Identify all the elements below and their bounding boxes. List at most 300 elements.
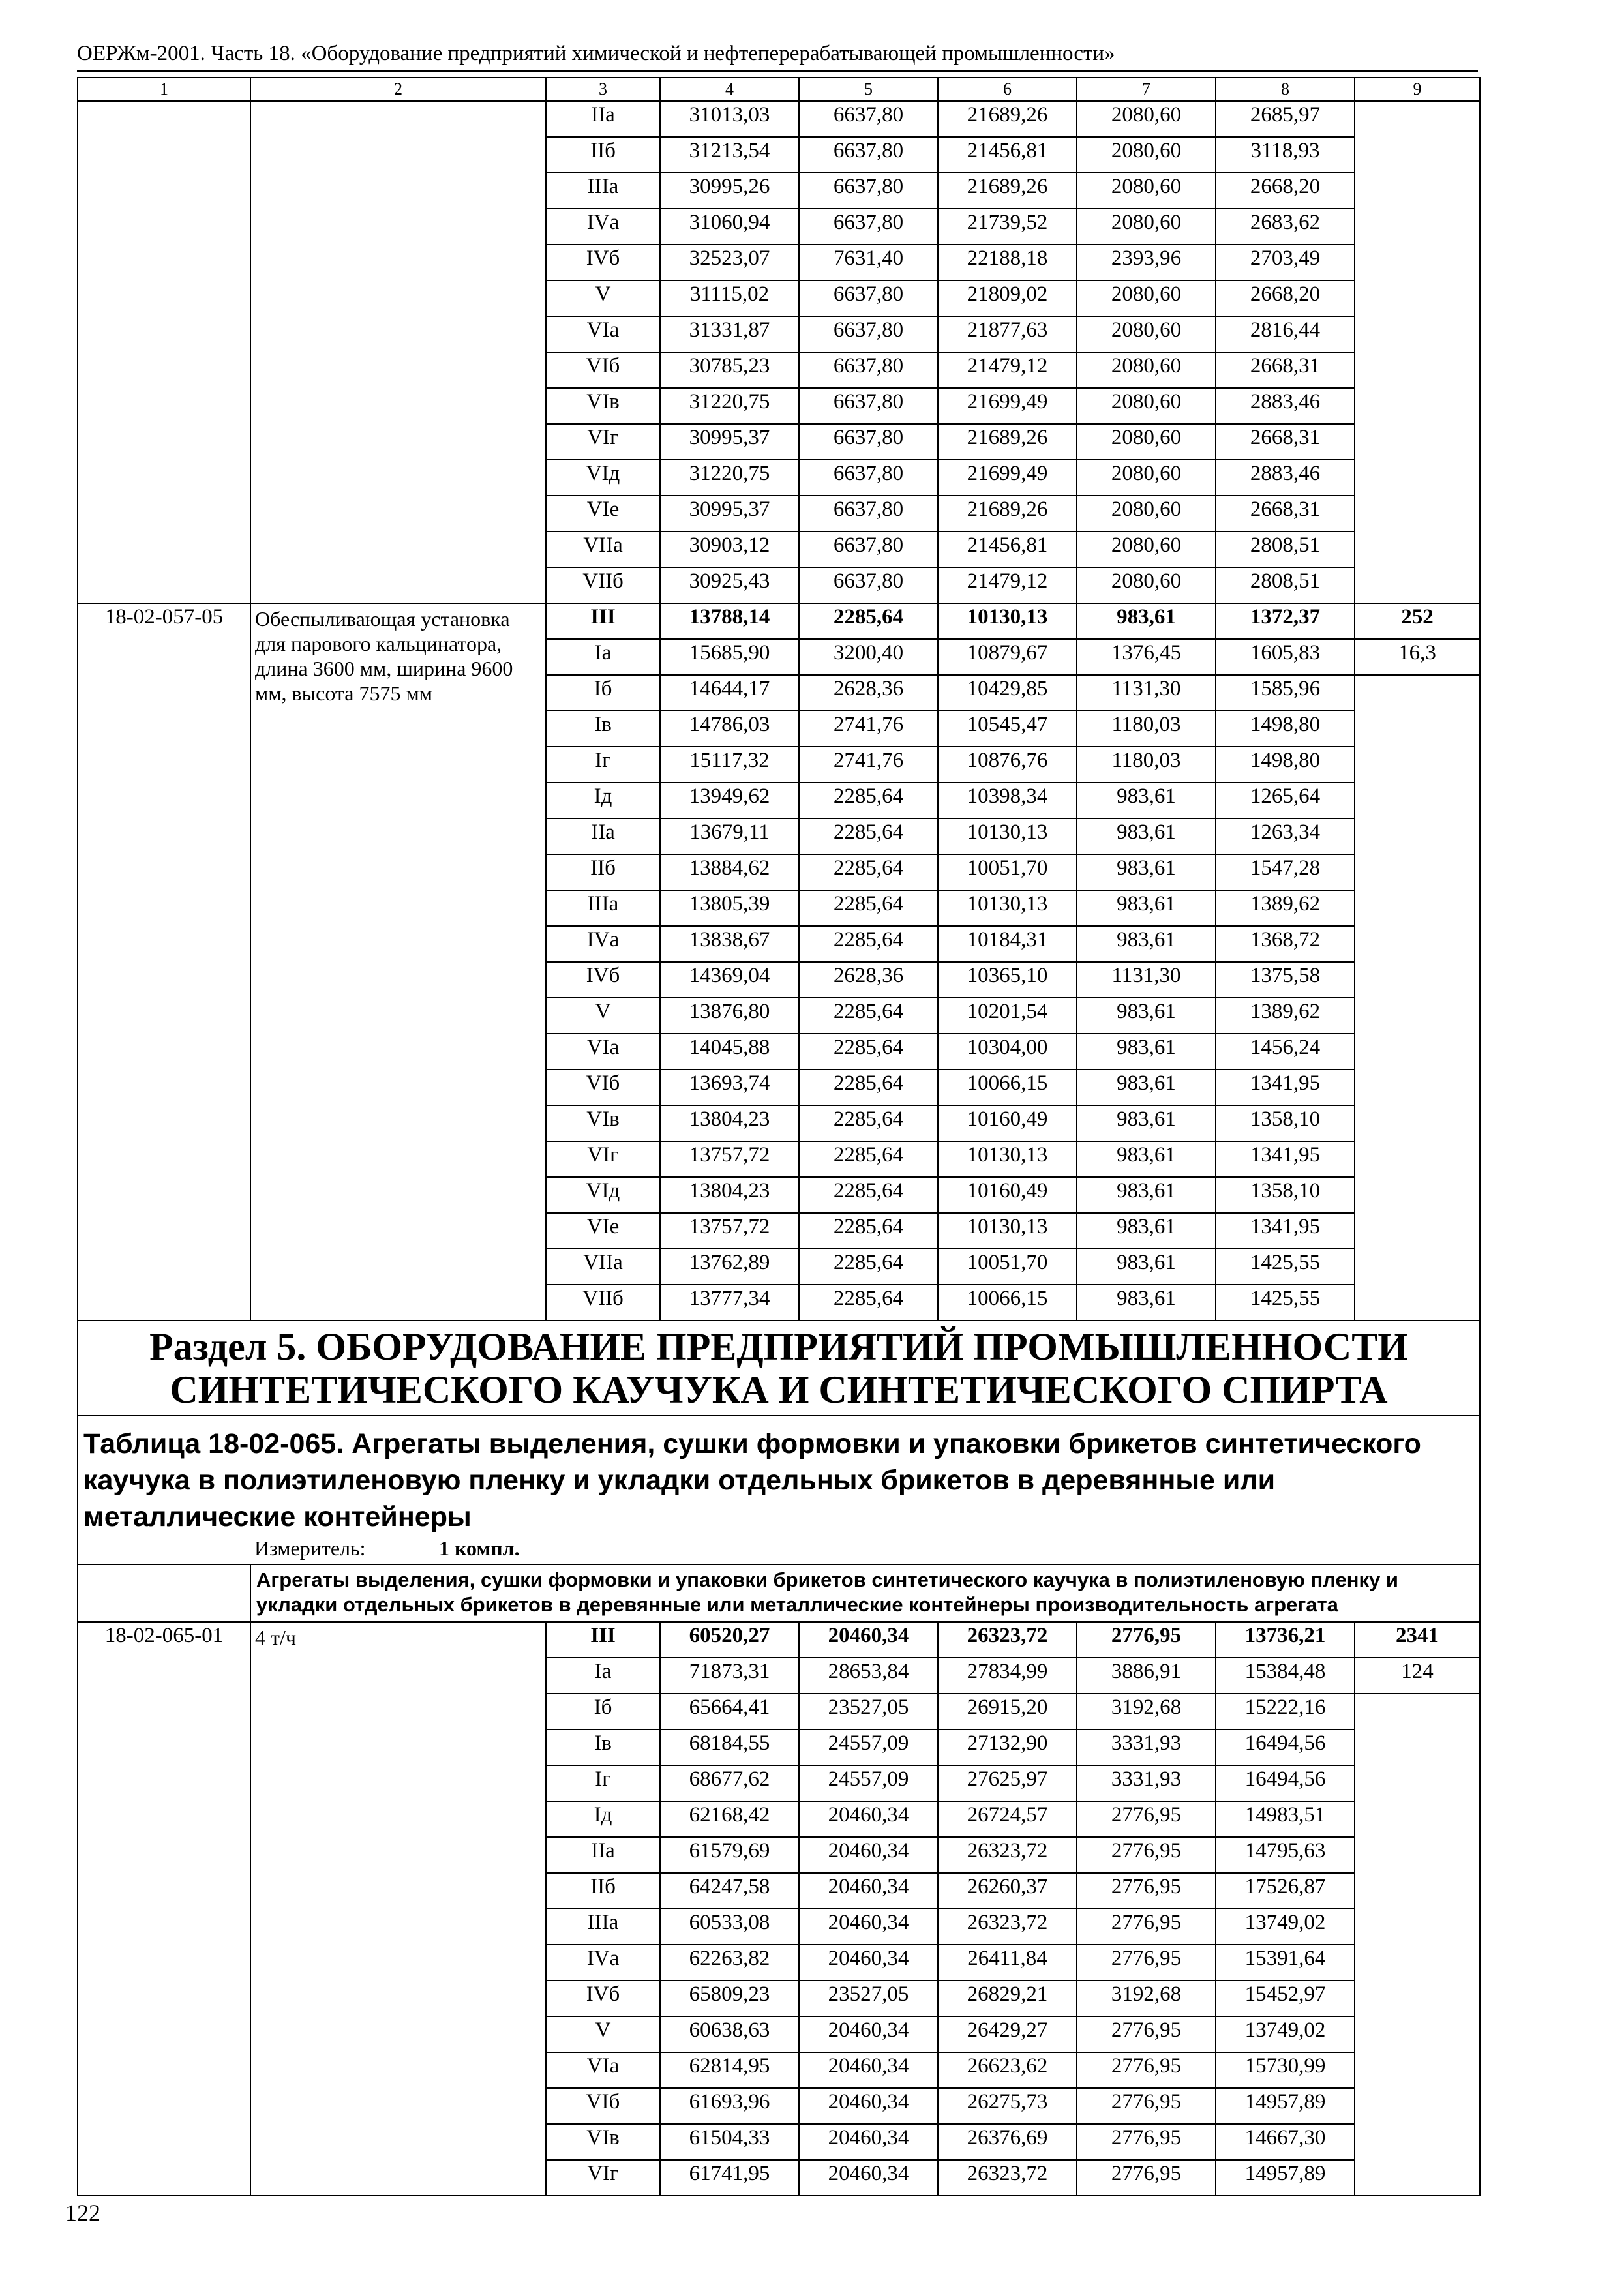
meter-value: 1 компл. [439, 1536, 520, 1560]
machine-wages-cell: 2393,96 [1077, 245, 1216, 280]
materials-cell: 2668,31 [1216, 352, 1355, 388]
total-cost-cell: 31331,87 [660, 316, 799, 352]
column-number-6: 6 [938, 78, 1077, 101]
wages-cell: 2285,64 [799, 1249, 938, 1285]
equipment-cell: 10066,15 [938, 1285, 1077, 1321]
equipment-cell: 10130,13 [938, 603, 1077, 639]
labor-cost-cell [1355, 675, 1480, 1321]
wages-cell: 6637,80 [799, 137, 938, 173]
equipment-cell: 10051,70 [938, 1249, 1077, 1285]
column-number-4: 4 [660, 78, 799, 101]
total-cost-cell: 30925,43 [660, 567, 799, 603]
total-cost-cell: 65809,23 [660, 1981, 799, 2016]
materials-cell: 2703,49 [1216, 245, 1355, 280]
equipment-cell: 26323,72 [938, 2160, 1077, 2196]
equipment-cell: 10130,13 [938, 890, 1077, 926]
equipment-cell: 21699,49 [938, 460, 1077, 496]
wages-cell: 6637,80 [799, 209, 938, 245]
total-cost-cell: 13757,72 [660, 1141, 799, 1177]
machine-wages-cell: 2080,60 [1077, 460, 1216, 496]
equipment-cell: 21479,12 [938, 352, 1077, 388]
total-cost-cell: 60638,63 [660, 2016, 799, 2052]
total-cost-cell: 31060,94 [660, 209, 799, 245]
equipment-cell: 26376,69 [938, 2124, 1077, 2160]
machine-wages-cell: 2776,95 [1077, 1801, 1216, 1837]
total-cost-cell: 64247,58 [660, 1873, 799, 1909]
equipment-cell: 26829,21 [938, 1981, 1077, 2016]
materials-cell: 1368,72 [1216, 926, 1355, 962]
table-title: Таблица 18-02-065. Агрегаты выделения, сушки формовки и упаковки брикетов синтетического каучука в полиэтиленовую пленку и укладки отдельных брикетов в деревянные или металлические контейнеры [83, 1428, 1421, 1533]
total-cost-cell: 61693,96 [660, 2088, 799, 2124]
total-cost-cell: 13693,74 [660, 1070, 799, 1105]
machine-wages-cell: 3331,93 [1077, 1765, 1216, 1801]
region-cell: V [546, 2016, 660, 2052]
materials-cell: 3118,93 [1216, 137, 1355, 173]
region-cell: IVб [546, 245, 660, 280]
wages-cell: 20460,34 [799, 1909, 938, 1945]
region-cell: IIб [546, 137, 660, 173]
equipment-cell: 26623,62 [938, 2052, 1077, 2088]
total-cost-cell: 62168,42 [660, 1801, 799, 1837]
machine-wages-cell: 983,61 [1077, 1105, 1216, 1141]
machine-wages-cell: 983,61 [1077, 818, 1216, 854]
equipment-cell: 26323,72 [938, 1909, 1077, 1945]
machine-wages-cell: 983,61 [1077, 1034, 1216, 1070]
wages-cell: 6637,80 [799, 388, 938, 424]
total-cost-cell: 30903,12 [660, 531, 799, 567]
machine-wages-cell: 2776,95 [1077, 2124, 1216, 2160]
materials-cell: 13749,02 [1216, 2016, 1355, 2052]
wages-cell: 3200,40 [799, 639, 938, 675]
column-number-9: 9 [1355, 78, 1480, 101]
wages-cell: 20460,34 [799, 1801, 938, 1837]
wages-cell: 6637,80 [799, 173, 938, 209]
rate-code-cell [78, 101, 250, 603]
region-cell: VIа [546, 2052, 660, 2088]
materials-cell: 15730,99 [1216, 2052, 1355, 2088]
total-cost-cell: 68184,55 [660, 1729, 799, 1765]
machine-wages-cell: 983,61 [1077, 854, 1216, 890]
table-row [78, 101, 1480, 137]
total-cost-cell: 30995,37 [660, 424, 799, 460]
labor-cost-cell [1355, 1694, 1480, 2196]
wages-cell: 20460,34 [799, 2088, 938, 2124]
materials-cell: 2685,97 [1216, 101, 1355, 137]
total-cost-cell: 61741,95 [660, 2160, 799, 2196]
equipment-cell: 27625,97 [938, 1765, 1077, 1801]
equipment-cell: 26429,27 [938, 2016, 1077, 2052]
column-numbers-row [78, 78, 1480, 101]
total-cost-cell: 31220,75 [660, 460, 799, 496]
machine-wages-cell: 1131,30 [1077, 675, 1216, 711]
wages-cell: 6637,80 [799, 567, 938, 603]
machine-wages-cell: 2776,95 [1077, 2052, 1216, 2088]
machine-wages-cell: 2080,60 [1077, 209, 1216, 245]
machine-wages-cell: 2080,60 [1077, 496, 1216, 531]
total-cost-cell: 13788,14 [660, 603, 799, 639]
region-cell: IIа [546, 101, 660, 137]
wages-cell: 20460,34 [799, 2052, 938, 2088]
region-cell: VIг [546, 2160, 660, 2196]
materials-cell: 17526,87 [1216, 1873, 1355, 1909]
total-cost-cell: 31213,54 [660, 137, 799, 173]
total-cost-cell: 13876,80 [660, 998, 799, 1034]
labor-cost-cell: 124 [1355, 1658, 1480, 1694]
equipment-cell: 10130,13 [938, 818, 1077, 854]
machine-wages-cell: 2080,60 [1077, 137, 1216, 173]
materials-cell: 2816,44 [1216, 316, 1355, 352]
machine-wages-cell: 2776,95 [1077, 2016, 1216, 2052]
machine-wages-cell: 2080,60 [1077, 567, 1216, 603]
equipment-cell: 21479,12 [938, 567, 1077, 603]
wages-cell: 2741,76 [799, 711, 938, 747]
wages-cell: 2285,64 [799, 1141, 938, 1177]
materials-cell: 2883,46 [1216, 388, 1355, 424]
machine-wages-cell: 2080,60 [1077, 352, 1216, 388]
region-cell: IIIа [546, 173, 660, 209]
region-cell: VIв [546, 388, 660, 424]
materials-cell: 1605,83 [1216, 639, 1355, 675]
materials-cell: 2668,20 [1216, 280, 1355, 316]
machine-wages-cell: 983,61 [1077, 783, 1216, 818]
wages-cell: 20460,34 [799, 2160, 938, 2196]
wages-cell: 2741,76 [799, 747, 938, 783]
description-cell: 4 т/ч [250, 1622, 546, 2196]
wages-cell: 7631,40 [799, 245, 938, 280]
block-continuation [78, 101, 1480, 603]
materials-cell: 1341,95 [1216, 1213, 1355, 1249]
description-cell: Обеспыливающая установка для парового кальцинатора, длина 3600 мм, ширина 9600 мм, высота 7575 мм [250, 603, 546, 1321]
equipment-cell: 10304,00 [938, 1034, 1077, 1070]
column-number-5: 5 [799, 78, 938, 101]
total-cost-cell: 62814,95 [660, 2052, 799, 2088]
region-cell: III [546, 1622, 660, 1658]
machine-wages-cell: 2080,60 [1077, 531, 1216, 567]
wages-cell: 24557,09 [799, 1765, 938, 1801]
materials-cell: 1425,55 [1216, 1285, 1355, 1321]
total-cost-cell: 14369,04 [660, 962, 799, 998]
region-cell: VIг [546, 424, 660, 460]
machine-wages-cell: 2776,95 [1077, 1837, 1216, 1873]
materials-cell: 1358,10 [1216, 1177, 1355, 1213]
region-cell: VIе [546, 1213, 660, 1249]
total-cost-cell: 13804,23 [660, 1105, 799, 1141]
region-cell: Iв [546, 711, 660, 747]
machine-wages-cell: 2776,95 [1077, 1909, 1216, 1945]
wages-cell: 2285,64 [799, 998, 938, 1034]
materials-cell: 1265,64 [1216, 783, 1355, 818]
total-cost-cell: 13777,34 [660, 1285, 799, 1321]
total-cost-cell: 61579,69 [660, 1837, 799, 1873]
labor-cost-cell: 2341 [1355, 1622, 1480, 1658]
materials-cell: 1425,55 [1216, 1249, 1355, 1285]
equipment-cell: 21689,26 [938, 173, 1077, 209]
equipment-cell: 21877,63 [938, 316, 1077, 352]
wages-cell: 2285,64 [799, 890, 938, 926]
machine-wages-cell: 2776,95 [1077, 1622, 1216, 1658]
total-cost-cell: 30995,26 [660, 173, 799, 209]
materials-cell: 1456,24 [1216, 1034, 1355, 1070]
table-row [78, 603, 1480, 639]
wages-cell: 2285,64 [799, 1177, 938, 1213]
machine-wages-cell: 3192,68 [1077, 1981, 1216, 2016]
machine-wages-cell: 2776,95 [1077, 1945, 1216, 1981]
header-divider [77, 70, 1478, 72]
machine-wages-cell: 983,61 [1077, 1285, 1216, 1321]
machine-wages-cell: 2080,60 [1077, 280, 1216, 316]
wages-cell: 6637,80 [799, 280, 938, 316]
section-title-line1: Раздел 5. ОБОРУДОВАНИЕ ПРЕДПРИЯТИЙ ПРОМЫШЛЕННОСТИ [149, 1325, 1408, 1368]
region-cell: Iд [546, 783, 660, 818]
total-cost-cell: 68677,62 [660, 1765, 799, 1801]
wages-cell: 2285,64 [799, 1105, 938, 1141]
equipment-cell: 26323,72 [938, 1622, 1077, 1658]
total-cost-cell: 14045,88 [660, 1034, 799, 1070]
equipment-cell: 10184,31 [938, 926, 1077, 962]
materials-cell: 14983,51 [1216, 1801, 1355, 1837]
total-cost-cell: 32523,07 [660, 245, 799, 280]
total-cost-cell: 62263,82 [660, 1945, 799, 1981]
wages-cell: 6637,80 [799, 101, 938, 137]
materials-cell: 14667,30 [1216, 2124, 1355, 2160]
equipment-cell: 21699,49 [938, 388, 1077, 424]
total-cost-cell: 60533,08 [660, 1909, 799, 1945]
total-cost-cell: 65664,41 [660, 1694, 799, 1729]
equipment-cell: 10398,34 [938, 783, 1077, 818]
equipment-cell: 10545,47 [938, 711, 1077, 747]
equipment-cell: 21689,26 [938, 424, 1077, 460]
block-18-02-065-01 [78, 1622, 1480, 2196]
materials-cell: 1547,28 [1216, 854, 1355, 890]
materials-cell: 2683,62 [1216, 209, 1355, 245]
group-heading-empty-cell [78, 1564, 250, 1622]
region-cell: IVа [546, 1945, 660, 1981]
region-cell: VIа [546, 316, 660, 352]
machine-wages-cell: 2776,95 [1077, 2088, 1216, 2124]
region-cell: VIд [546, 1177, 660, 1213]
region-cell: VIв [546, 2124, 660, 2160]
machine-wages-cell: 2776,95 [1077, 1873, 1216, 1909]
machine-wages-cell: 983,61 [1077, 890, 1216, 926]
machine-wages-cell: 2080,60 [1077, 101, 1216, 137]
total-cost-cell: 30785,23 [660, 352, 799, 388]
machine-wages-cell: 983,61 [1077, 603, 1216, 639]
materials-cell: 14957,89 [1216, 2160, 1355, 2196]
wages-cell: 20460,34 [799, 2016, 938, 2052]
wages-cell: 6637,80 [799, 531, 938, 567]
equipment-cell: 10160,49 [938, 1177, 1077, 1213]
rates-table [77, 77, 1481, 2196]
materials-cell: 1498,80 [1216, 711, 1355, 747]
equipment-cell: 10130,13 [938, 1213, 1077, 1249]
column-number-7: 7 [1077, 78, 1216, 101]
block-18-02-057-05 [78, 603, 1480, 1321]
region-cell: Iа [546, 1658, 660, 1694]
materials-cell: 2808,51 [1216, 531, 1355, 567]
machine-wages-cell: 2080,60 [1077, 388, 1216, 424]
wages-cell: 2285,64 [799, 603, 938, 639]
equipment-cell: 22188,18 [938, 245, 1077, 280]
region-cell: III [546, 603, 660, 639]
wages-cell: 20460,34 [799, 1945, 938, 1981]
meter-line [78, 1535, 1479, 1564]
region-cell: Iв [546, 1729, 660, 1765]
machine-wages-cell: 1376,45 [1077, 639, 1216, 675]
equipment-cell: 21456,81 [938, 137, 1077, 173]
region-cell: VIг [546, 1141, 660, 1177]
region-cell: Iг [546, 747, 660, 783]
region-cell: IIб [546, 1873, 660, 1909]
total-cost-cell: 13884,62 [660, 854, 799, 890]
wages-cell: 20460,34 [799, 2124, 938, 2160]
group-heading: Агрегаты выделения, сушки формовки и упаковки брикетов синтетического каучука в полиэтиленовую пленку и укладки отдельных брикетов в деревянные или металлические контейнеры производительность агрегата [250, 1564, 1480, 1622]
materials-cell: 1341,95 [1216, 1141, 1355, 1177]
region-cell: IVа [546, 926, 660, 962]
materials-cell: 1585,96 [1216, 675, 1355, 711]
table-row [78, 1622, 1480, 1658]
equipment-cell: 10429,85 [938, 675, 1077, 711]
equipment-cell: 27834,99 [938, 1658, 1077, 1694]
wages-cell: 20460,34 [799, 1873, 938, 1909]
region-cell: Iб [546, 1694, 660, 1729]
machine-wages-cell: 983,61 [1077, 1213, 1216, 1249]
equipment-cell: 10051,70 [938, 854, 1077, 890]
equipment-cell: 26411,84 [938, 1945, 1077, 1981]
column-number-8: 8 [1216, 78, 1355, 101]
equipment-cell: 26915,20 [938, 1694, 1077, 1729]
region-cell: VIд [546, 460, 660, 496]
total-cost-cell: 61504,33 [660, 2124, 799, 2160]
total-cost-cell: 13805,39 [660, 890, 799, 926]
column-number-3: 3 [546, 78, 660, 101]
machine-wages-cell: 983,61 [1077, 1070, 1216, 1105]
region-cell: IIб [546, 854, 660, 890]
machine-wages-cell: 1131,30 [1077, 962, 1216, 998]
description-cell [250, 101, 546, 603]
machine-wages-cell: 983,61 [1077, 926, 1216, 962]
equipment-cell: 10066,15 [938, 1070, 1077, 1105]
total-cost-cell: 15117,32 [660, 747, 799, 783]
equipment-cell: 21739,52 [938, 209, 1077, 245]
materials-cell: 15391,64 [1216, 1945, 1355, 1981]
machine-wages-cell: 3886,91 [1077, 1658, 1216, 1694]
machine-wages-cell: 3192,68 [1077, 1694, 1216, 1729]
wages-cell: 2628,36 [799, 675, 938, 711]
region-cell: Iг [546, 1765, 660, 1801]
total-cost-cell: 13679,11 [660, 818, 799, 854]
machine-wages-cell: 2080,60 [1077, 424, 1216, 460]
materials-cell: 1263,34 [1216, 818, 1355, 854]
materials-cell: 16494,56 [1216, 1765, 1355, 1801]
materials-cell: 14795,63 [1216, 1837, 1355, 1873]
wages-cell: 20460,34 [799, 1622, 938, 1658]
total-cost-cell: 60520,27 [660, 1622, 799, 1658]
region-cell: Iб [546, 675, 660, 711]
equipment-cell: 21689,26 [938, 496, 1077, 531]
region-cell: IIIа [546, 890, 660, 926]
materials-cell: 15222,16 [1216, 1694, 1355, 1729]
equipment-cell: 26323,72 [938, 1837, 1077, 1873]
equipment-cell: 10365,10 [938, 962, 1077, 998]
equipment-cell: 10201,54 [938, 998, 1077, 1034]
materials-cell: 2668,20 [1216, 173, 1355, 209]
total-cost-cell: 13762,89 [660, 1249, 799, 1285]
materials-cell: 2668,31 [1216, 496, 1355, 531]
wages-cell: 6637,80 [799, 424, 938, 460]
total-cost-cell: 31115,02 [660, 280, 799, 316]
region-cell: VIIа [546, 1249, 660, 1285]
wages-cell: 2285,64 [799, 1070, 938, 1105]
region-cell: IVб [546, 1981, 660, 2016]
materials-cell: 1389,62 [1216, 998, 1355, 1034]
region-cell: VIIб [546, 1285, 660, 1321]
equipment-cell: 26275,73 [938, 2088, 1077, 2124]
wages-cell: 2285,64 [799, 1034, 938, 1070]
wages-cell: 23527,05 [799, 1694, 938, 1729]
materials-cell: 1341,95 [1216, 1070, 1355, 1105]
materials-cell: 2883,46 [1216, 460, 1355, 496]
rate-code-cell: 18-02-057-05 [78, 603, 250, 1321]
equipment-cell: 26260,37 [938, 1873, 1077, 1909]
machine-wages-cell: 1180,03 [1077, 747, 1216, 783]
materials-cell: 1358,10 [1216, 1105, 1355, 1141]
region-cell: VIIа [546, 531, 660, 567]
region-cell: IIIа [546, 1909, 660, 1945]
machine-wages-cell: 983,61 [1077, 1141, 1216, 1177]
region-cell: VIе [546, 496, 660, 531]
region-cell: IIа [546, 818, 660, 854]
wages-cell: 6637,80 [799, 352, 938, 388]
wages-cell: 2285,64 [799, 1285, 938, 1321]
total-cost-cell: 14786,03 [660, 711, 799, 747]
section-5-block [78, 1321, 1480, 1622]
rate-code-cell: 18-02-065-01 [78, 1622, 250, 2196]
wages-cell: 2285,64 [799, 926, 938, 962]
materials-cell: 13736,21 [1216, 1622, 1355, 1658]
region-cell: IIа [546, 1837, 660, 1873]
region-cell: VIв [546, 1105, 660, 1141]
column-number-1: 1 [78, 78, 250, 101]
machine-wages-cell: 2080,60 [1077, 316, 1216, 352]
region-cell: IVа [546, 209, 660, 245]
region-cell: VIа [546, 1034, 660, 1070]
machine-wages-cell: 983,61 [1077, 998, 1216, 1034]
total-cost-cell: 71873,31 [660, 1658, 799, 1694]
materials-cell: 13749,02 [1216, 1909, 1355, 1945]
machine-wages-cell: 1180,03 [1077, 711, 1216, 747]
total-cost-cell: 15685,90 [660, 639, 799, 675]
machine-wages-cell: 3331,93 [1077, 1729, 1216, 1765]
total-cost-cell: 31220,75 [660, 388, 799, 424]
column-number-2: 2 [250, 78, 546, 101]
labor-cost-cell: 16,3 [1355, 639, 1480, 675]
equipment-cell: 21809,02 [938, 280, 1077, 316]
total-cost-cell: 13838,67 [660, 926, 799, 962]
wages-cell: 2628,36 [799, 962, 938, 998]
equipment-cell: 21456,81 [938, 531, 1077, 567]
wages-cell: 2285,64 [799, 818, 938, 854]
equipment-cell: 27132,90 [938, 1729, 1077, 1765]
materials-cell: 14957,89 [1216, 2088, 1355, 2124]
wages-cell: 24557,09 [799, 1729, 938, 1765]
equipment-cell: 10160,49 [938, 1105, 1077, 1141]
equipment-cell: 10876,76 [938, 747, 1077, 783]
materials-cell: 1372,37 [1216, 603, 1355, 639]
equipment-cell: 10879,67 [938, 639, 1077, 675]
wages-cell: 23527,05 [799, 1981, 938, 2016]
total-cost-cell: 30995,37 [660, 496, 799, 531]
materials-cell: 1375,58 [1216, 962, 1355, 998]
